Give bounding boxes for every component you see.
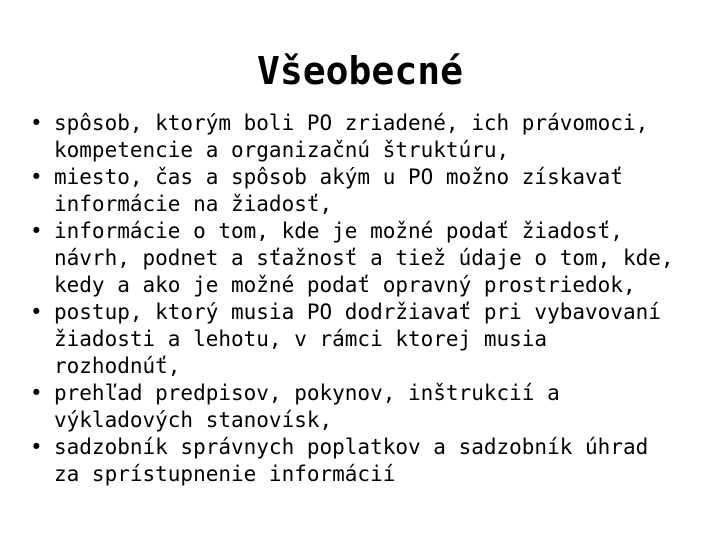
list-item-line: sadzobník správnych poplatkov a sadzobník úhrad (54, 435, 649, 459)
list-item-line: kedy a ako je možné podať opravný prostriedok, (54, 273, 636, 297)
list-item-line: informácie na žiadosť, (54, 192, 333, 216)
list-item-line: kompetencie a organizačnú štruktúru, (54, 138, 510, 162)
list-item (26, 380, 716, 434)
list-item-line: za sprístupnenie informácií (54, 462, 396, 486)
list-item (26, 164, 716, 218)
list-item-line: miesto, čas a spôsob akým u PO možno získavať (54, 165, 623, 189)
list-item (26, 299, 716, 380)
list-item-line: spôsob, ktorým boli PO zriadené, ich právomoci, (54, 111, 649, 135)
list-item-line: žiadosti a lehotu, v rámci ktorej musia (54, 327, 548, 351)
list-item (26, 434, 716, 488)
bullet-icon: • (30, 300, 43, 324)
bullet-icon: • (30, 111, 43, 135)
list-item-line: postup, ktorý musia PO dodržiavať pri vybavovaní (54, 300, 661, 324)
bullet-icon: • (30, 435, 43, 459)
slide-title: Všeobecné (257, 49, 463, 93)
list-item-line: rozhodnúť, (54, 354, 181, 378)
list-item (26, 218, 716, 299)
bullet-icon: • (30, 381, 43, 405)
list-item-line: návrh, podnet a sťažnosť a tiež údaje o tom, kde, (54, 246, 674, 270)
bullet-list (26, 110, 716, 488)
list-item-line: informácie o tom, kde je možné podať žiadosť, (54, 219, 623, 243)
bullet-icon: • (30, 165, 43, 189)
bullet-icon: • (30, 219, 43, 243)
list-item-line: prehľad predpisov, pokynov, inštrukcií a (54, 381, 560, 405)
list-item (26, 110, 716, 164)
list-item-line: výkladových stanovísk, (54, 408, 333, 432)
